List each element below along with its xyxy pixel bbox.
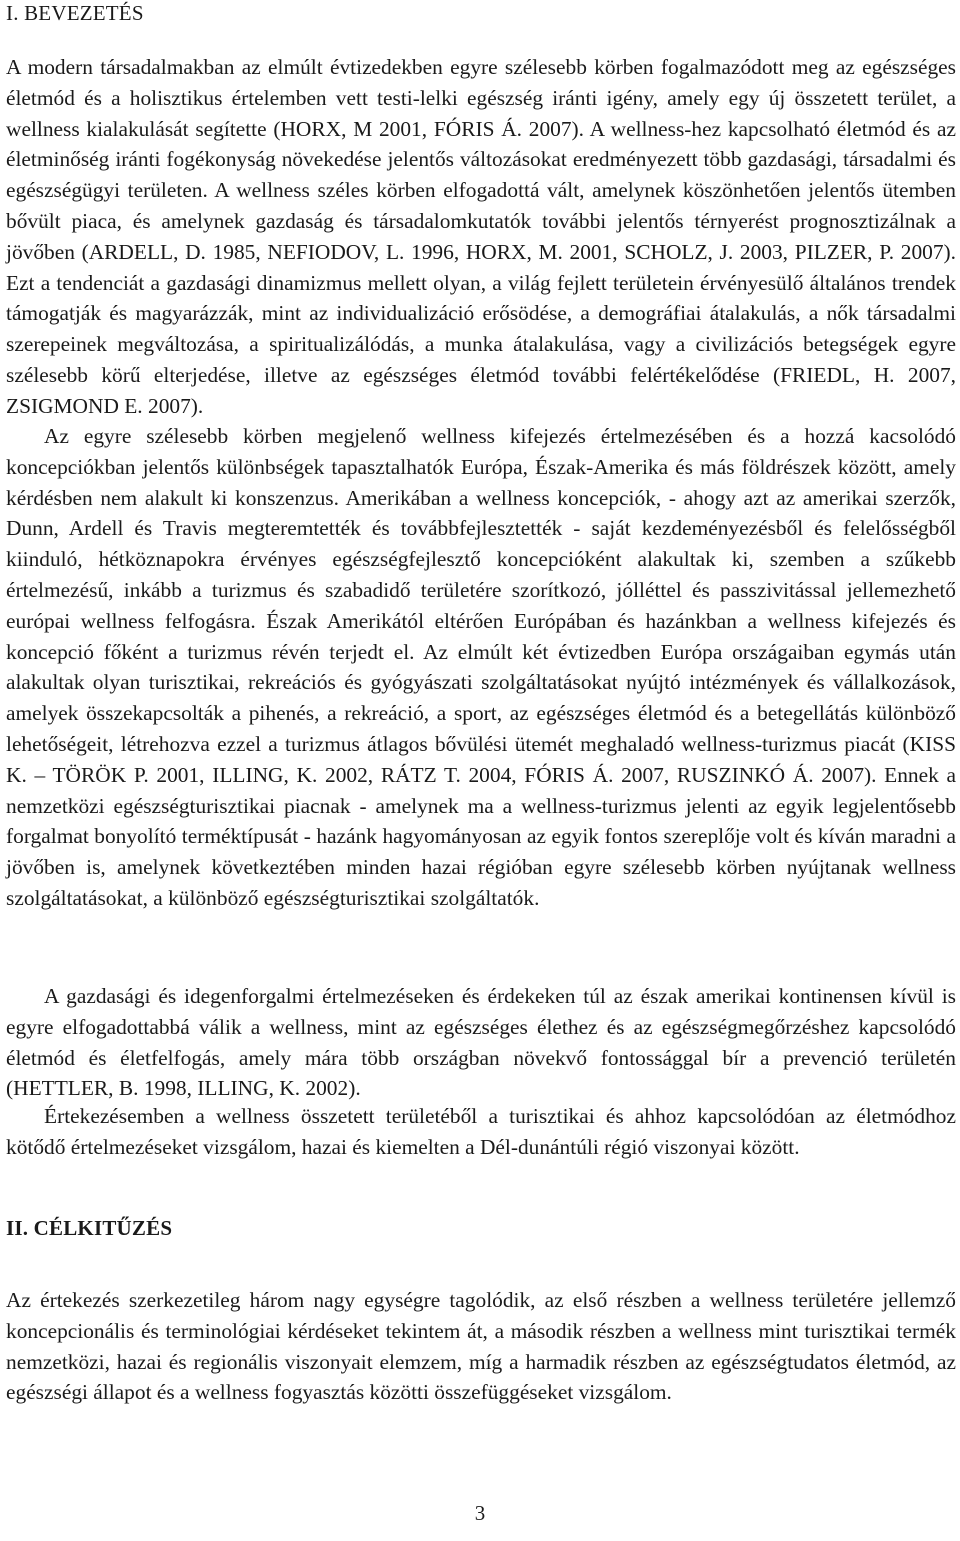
section-heading-objectives: II. CÉLKITŰZÉS [6,1216,173,1240]
body-paragraph: A gazdasági és idegenforgalmi értelmezéseken és érdekeken túl az észak amerikai kontinensen kívül is egyre elfogadottabbá válik a wellness, mint az egészséges élethez és az egészségmegőrzéshez kapcsolódó életmód és életfelfogás, amely mára több országban növekvő fontossággal bír a prevenció területén (HETTLER, B. 1998, ILLING, K. 2002). [6,984,956,1101]
body-paragraph: Értekezésemben a wellness összetett területéből a turisztikai és ahhoz kapcsolódóan az életmódhoz kötődő értelmezéseket vizsgálom, hazai és kiemelten a Dél-dunántúli régió viszonyai között. [6,1104,956,1159]
section-heading-introduction: I. BEVEZETÉS [6,1,144,25]
body-paragraph: Az értekezés szerkezetileg három nagy egységre tagolódik, az első részben a wellness területére jellemző koncepcionális és terminológiai kérdéseket tekintem át, a második részben a wellness mint turisztikai termék nemzetközi, hazai és regionális viszonyait elemzem, míg a harmadik részben az egészségtudatos életmód, az egészségi állapot és a wellness fogyasztás közötti összefüggéseket vizsgálom. [6,1288,956,1405]
body-paragraph: Az egyre szélesebb körben megjelenő wellness kifejezés értelmezésében és a hozzá kacsolódó koncepciókban jelentős különbségek tapasztalhatók Európa, Észak-Amerika és más földrészek között, amely kérdésben nem alakult ki konszenzus. Amerikában a wellness koncepciók, - ahogy azt az amerikai szerzők, Dunn, Ardell és Travis megteremtették és továbbfejlesztették - saját kezdeményezésből és felelősségből kiinduló, hétköznapokra érvényes egészségfejlesztő koncepcióként alakultak ki, szemben a szűkebb értelmezésű, inkább a turizmus és szabadidő területére szorítkozó, jólléttel és passzivitással jellemezhető európai wellness felfogásra. Észak Amerikától eltérően Európában és hazánkban a wellness kifejezés és koncepció főként a turizmus révén terjedt el. Az elmúlt két évtizedben Európa országaiban egymás után alakultak olyan turisztikai, rekreációs és gyógyászati szolgáltatásokat nyújtó intézmények és vállalkozások, amelyek összekapcsolták a pihenés, a rekreáció, a sport, az egészséges életmód és a betegellátás különböző lehetőségeit, létrehozva ezzel a turizmus átlagos bővülési ütemét meghaladó wellness-turizmus piacát (KISS K. – TÖRÖK P. 2001, ILLING, K. 2002, RÁTZ T. 2004, FÓRIS Á. 2007, RUSZINKÓ Á. 2007). Ennek a nemzetközi egészségturisztikai piacnak - amelynek ma a wellness-turizmus jelenti az egyik legjelentősebb forgalmat bonyolító terméktípusát - hazánk hagyományosan az egyik fontos szereplője volt és kíván maradni a jövőben is, amelynek következtében minden hazai régióban egyre szélesebb körben nyújtanak wellness szolgáltatásokat, a különböző egészségturisztikai szolgáltatók. [6,424,956,910]
body-paragraph: A modern társadalmakban az elmúlt évtizedekben egyre szélesebb körben fogalmazódott meg az egészséges életmód és a holisztikus értelemben vett testi-lelki egészség iránti igény, amely egy új összetett terület, a wellness kialakulását segítette (HORX, M 2001, FÓRIS Á. 2007). A wellness-hez kapcsolható életmód és az életminőség iránti fogékonyság növekedése jelentős változásokat eredményezett több gazdasági, társadalmi és egészségügyi területen. A wellness széles körben elfogadottá vált, amelynek köszönhetően jelentős ütemben bővült piaca, és amelynek gazdaság és társadalomkutatók további jelentős térnyerést prognosztizálnak a jövőben (ARDELL, D. 1985, NEFIODOV, L. 1996, HORX, M. 2001, SCHOLZ, J. 2003, PILZER, P. 2007). Ezt a tendenciát a gazdasági dinamizmus mellett olyan, a világ fejlett területein érvényesülő általános trendek támogatják és magyarázzák, mint az individualizáció erősödése, a demográfiai átalakulás, a nők társadalmi szerepeinek megváltozása, a spiritualizálódás, a munka átalakulása, vagy a civilizációs betegségek egyre szélesebb körű elterjedése, illetve az egészséges életmód további felértékelődése (FRIEDL, H. 2007, ZSIGMOND E. 2007). [6,55,956,418]
page-number: 3 [474,1501,486,1525]
